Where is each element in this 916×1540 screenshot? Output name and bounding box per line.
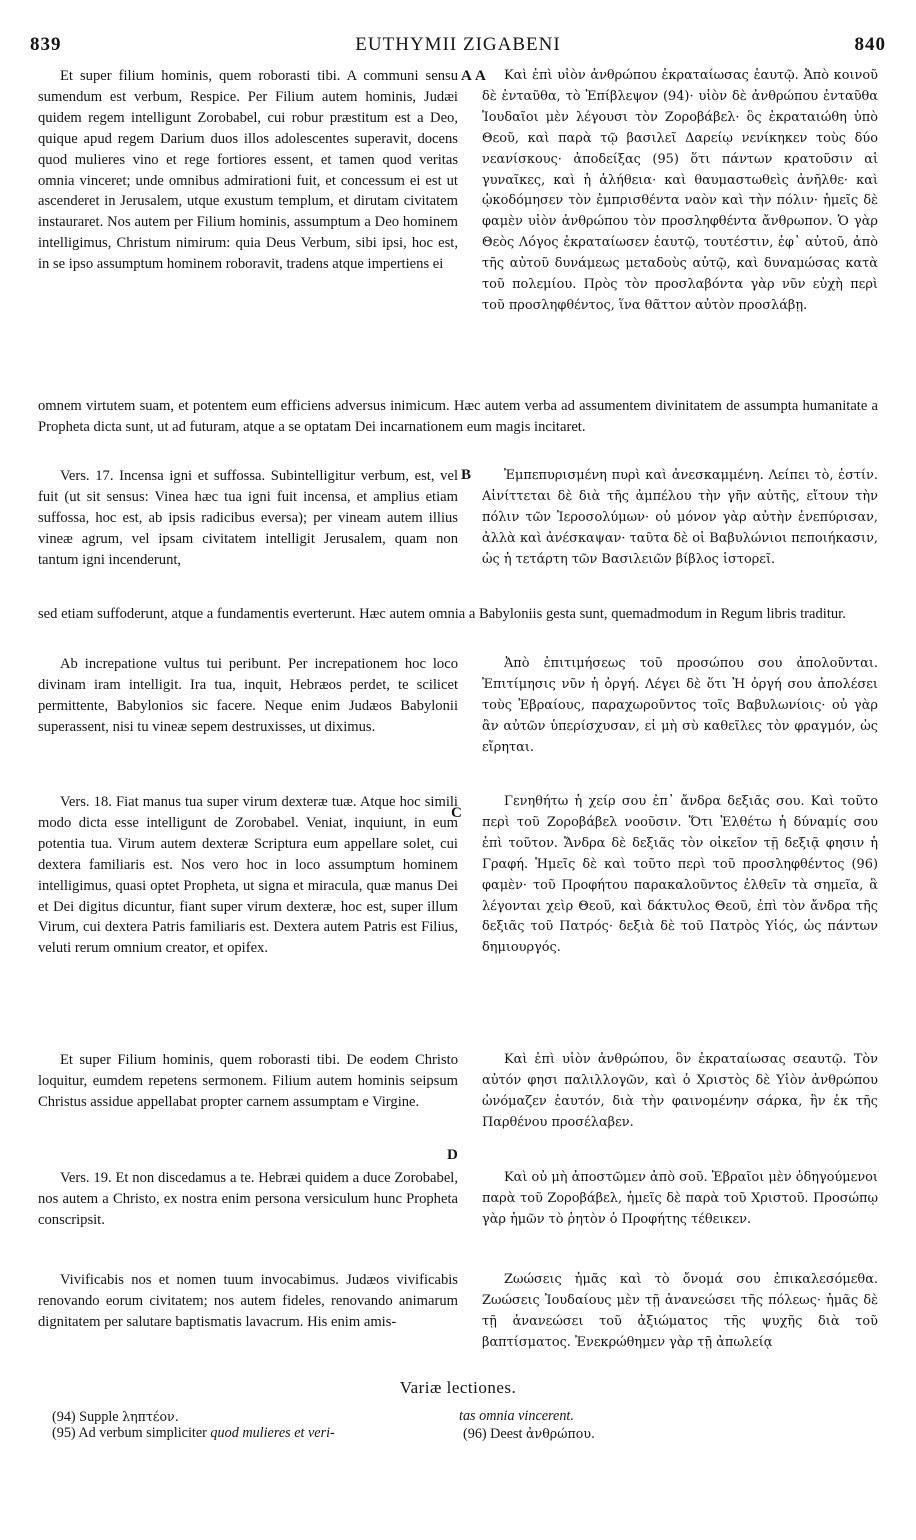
greek-paragraph-7: Ζωώσεις ἡμᾶς καὶ τὸ ὄνομά σου ἐπικαλεσόμεθα. Ζωώσεις Ἰουδαίους μὲν τῇ ἀνανεώσει τῆς πόλεως· ἡμᾶς δὲ τῇ ἀνανεώσει τοῦ ἀξιώματος τῆς ψυχῆς διὰ τοῦ βαπτίσματος. Ἐνεκρώθημεν γὰρ τῇ ἀπωλείᾳ <box>482 1272 878 1350</box>
footnote-95-label: (95) Ad verbum simpliciter <box>52 1425 207 1441</box>
page-number-right: 840 <box>854 34 886 55</box>
greek-paragraph-2: Ἐμπεπυρισμένη πυρὶ καὶ ἀνεσκαμμένη. Λείπει τὸ, ἐστίν. Αἰνίττεται δὲ διὰ τῆς ἀμπέλου τὴν γῆν αὐτῆς, εἴτουν τὴν πόλιν τῶν Ἱεροσολύμων· οὐ μόνον γὰρ αὐτὴν ἐνεπύρισαν, ἀλλὰ καὶ ἀνέσκαψαν· ταῦτα δὲ οἱ Βαβυλώνιοι πεποιήκασιν, ὡς ἡ τετάρτη τῶν Βασιλειῶν βίβλος ἱστορεῖ. <box>482 468 878 567</box>
footnote-95-continued <box>459 1408 574 1425</box>
footnote-95-italic-cont: tas omnia vincerent. <box>459 1408 574 1424</box>
page-number-left: 839 <box>30 34 62 55</box>
margin-letter-d: D <box>447 1147 458 1163</box>
greek-paragraph-5: Καὶ ἐπὶ υἱὸν ἀνθρώπου, ὃν ἐκραταίωσας σεαυτῷ. Τὸν αὐτόν φησι παλιλλογῶν, καὶ ὁ Χριστὸς δὲ Υἱὸν ἀνθρώπου ὠνόμαζεν ἑαυτόν, διὰ τὴν φαινομένην σάρκα, ἣν ἐκ τῆς Παρθένου προσέλαβεν. <box>482 1052 878 1130</box>
latin-paragraph-6: Vers. 19. Et non discedamus a te. Hebræi quidem a duce Zorobabel, nos autem a Christo, ex nostra enim persona versiculum hunc Propheta conscripsit. <box>38 1170 458 1228</box>
greek-paragraph-6: Καὶ οὐ μὴ ἀποστῶμεν ἀπὸ σοῦ. Ἑβραῖοι μὲν ὁδηγούμενοι παρὰ τοῦ Ζοροβάβελ, ἡμεῖς δὲ παρὰ τοῦ Χριστοῦ. Προσώπῳ γὰρ ἡμῶν τὸ ῥητὸν ὁ Προφήτης τέθεικεν. <box>482 1170 878 1227</box>
margin-letter-a-left: A <box>461 68 472 84</box>
latin-paragraph-5: Et super Filium hominis, quem roborasti tibi. De eodem Christo loquitur, eumdem repetens sermonem. Filium autem hominis seipsum Christus assidue appellabat propter carnem assumptam e Virgine. <box>38 1052 458 1110</box>
latin-paragraph-4: Vers. 18. Fiat manus tua super virum dexteræ tuæ. Atque hoc simili modo dicta esse intelligunt de Zorobabel. Veniat, inquiunt, in eum potentia tua. Virum autem dexteræ Scriptura eum appellare solet, cui dextera familiaris est. Nos vero hoc in loco assumptum hominem intelligimus, quasi optet Propheta, ut signa et miracula, quæ manus Dei et Dei digitus dicuntur, fiant super virum dexteræ, hoc est, super illum Virum, cui dextera Patris familiaris est. Dextera autem Patris est Filius, veluti rerum omnium creator, et opifex. <box>38 794 458 957</box>
footnote-94-label: (94) Supple <box>52 1409 119 1425</box>
footnote-96-greek: ἀνθρώπου. <box>526 1426 595 1441</box>
greek-paragraph-1: Καὶ ἐπὶ υἱὸν ἀνθρώπου ἐκραταίωσας ἑαυτῷ. Ἀπὸ κοινοῦ δὲ ἐνταῦθα, τὸ Ἐπίβλεψον (94)· υἱὸν δὲ ἀνθρώπου ἐνταῦθα Ἰουδαῖοι μὲν λέγουσι τὸν Ζοροβάβελ· ὃς ἐκραταιώθη ὑπὸ Θεοῦ, καὶ παρὰ τῷ βασιλεῖ Δαρείῳ νενίκηκεν τοὺς δύο νεανίσκους· ἀποδείξας (95) ὅτι πάντων κρατοῦσιν αἱ γυναῖκες, καὶ ἡ ἀλήθεια· καὶ θαυμαστωθεὶς ἀνῆλθε· καὶ ᾠκοδόμησεν τὸν ἐμπρισθέντα ναὸν καὶ τὴν πόλιν· ἡμεῖς δὲ φαμὲν υἱὸν ἀνθρώπου τὸν προσληφθέντα ἄνθρωπον. Ὁ γὰρ Θεὸς Λόγος ἐκραταίωσεν ἑαυτῷ, τουτέστιν, ἐφ᾽ αὐτοῦ, ἀπὸ τῆς αὐτοῦ δυνάμεως μεταδοὺς αὐτῷ, καὶ δυναμώσας κατὰ τοῦ πολεμίου. Πρὸς τὸν προσλαβόντα γὰρ νῦν εὐχὴ περὶ τοῦ προσληφθέντος, ἵνα θᾶττον αὐτὸν προσλάβῃ. <box>482 68 878 313</box>
footnote-96-label: (96) Deest <box>463 1426 523 1442</box>
margin-letter-b: B <box>461 467 472 483</box>
latin-paragraph-2-continued: sed etiam suffoderunt, atque a fundamentis everterunt. Hæc autem omnia a Babyloniis gesta sunt, quemadmodum in Regum libris traditur. <box>38 606 846 622</box>
variae-lectiones-heading: Variæ lectiones. <box>399 1378 517 1397</box>
latin-paragraph-1-continued: omnem virtutem suam, et potentem eum efficiens adversus inimicum. Hæc autem verba ad assumentem divinitatem de assumpta humanitate a Propheta dicta sunt, ut ad futuram, atque a se optatam Dei incarnationem eum magis incitaret. <box>38 398 878 435</box>
footnote-95-italic: quod mulieres et veri- <box>210 1425 335 1441</box>
footnote-96 <box>463 1425 595 1443</box>
latin-paragraph-1: Et super filium hominis, quem roborasti tibi. A communi sensu sumendum est verbum, Respice. Per Filium autem hominis, Judæi quidem regem intelligunt Zorobabel, cui robur præstitum est a Deo, quique apud regem Darium duos illos adolescentes superavit, docens quod mulieres vino et rege fortiores essent, et tamen quod veritas omnia vinceret; unde omnibus admirationi fuit, et concessum ei est ut ascenderet in Jerusalem, utque exustum templum, et dirutam civitatem instauraret. Nos autem per Filium hominis, assumptum a Deo hominem intelligimus, Christum nimirum: quia Deus Verbum, sibi ipsi, hoc est, in se ipso assumptum hominem roboravit, tradens atque impertiens ei <box>38 68 458 273</box>
latin-paragraph-7: Vivificabis nos et nomen tuum invocabimus. Judæos vivificabis renovando eorum civitatem; nos autem fideles, renovando animarum dignitatem per salutare baptismatis lavacrum. His enim amis- <box>38 1272 458 1330</box>
greek-paragraph-3: Ἀπὸ ἐπιτιμήσεως τοῦ προσώπου σου ἀπολοῦνται. Ἐπιτίμησις νῦν ἡ ὀργή. Λέγει δὲ ὅτι Ἡ ὀργή σου ἀπολέσει τοὺς Ἑβραίους, παραχωροῦντος τοῖς Βαβυλωνίοις· οὐ γὰρ ἂν αὐτῶν ὑπερίσχυσαν, εἰ μὴ σὺ καθεῖλες τὸν φραγμόν, ὡς εἴρηται. <box>482 656 878 755</box>
running-title: EUTHYMII ZIGABENI <box>355 34 561 55</box>
page-header <box>30 34 886 60</box>
latin-paragraph-3: Ab increpatione vultus tui peribunt. Per increpationem hoc loco divinam iram intelligit. Ira tua, inquit, Hebræos perdet, te scilicet permittente, Babylonios sic facere. Neque enim Judæos Babylonii superassent, nisi tu vineæ sepem destruxisses, ut diximus. <box>38 656 458 735</box>
greek-paragraph-4: Γενηθήτω ἡ χείρ σου ἐπ᾽ ἄνδρα δεξιᾶς σου. Καὶ τοῦτο περὶ τοῦ Ζοροβάβελ νοοῦσιν. Ὅτι Ἐλθέτω ἡ δύναμίς σου ἐπὶ τοῦτον. Ἄνδρα δὲ δεξιᾶς τὸν οἰκεῖον τῇ δεξιᾷ φησιν ἡ Γραφή. Ἡμεῖς δὲ καὶ τοῦτο περὶ τοῦ προσληφθέντος (96) φαμὲν· τοῦ Προφήτου παρακαλοῦντος ἐλθεῖν τὰ σημεῖα, ἃ λέγονται χεὶρ Θεοῦ, καὶ δάκτυλος Θεοῦ, ἐπὶ τὸν ἄνδρα τῆς δεξιᾶς τοῦ Πατρός· δεξιὰ δὲ τοῦ Πατρὸς Υἱός, ὡς πάντων δημιουργός. <box>482 794 878 956</box>
footnote-94-greek: ληπτέον. <box>122 1409 179 1424</box>
footnote-94 <box>52 1408 179 1426</box>
footnote-95 <box>52 1425 335 1442</box>
margin-letter-c: C <box>451 805 462 821</box>
margin-letter-a-right: A <box>475 68 486 84</box>
latin-paragraph-2: Vers. 17. Incensa igni et suffossa. Subintelligitur verbum, est, vel fuit (ut sit sensus: Vinea hæc tua igni fuit incensa, et amplius etiam suffossa, hoc est, ab ipsis radicibus eversa); per vineam autem illius vineæ agrum, vel ipsam civitatem intelligit Jerusalem, quam non tantum igni incenderunt, <box>38 468 458 568</box>
